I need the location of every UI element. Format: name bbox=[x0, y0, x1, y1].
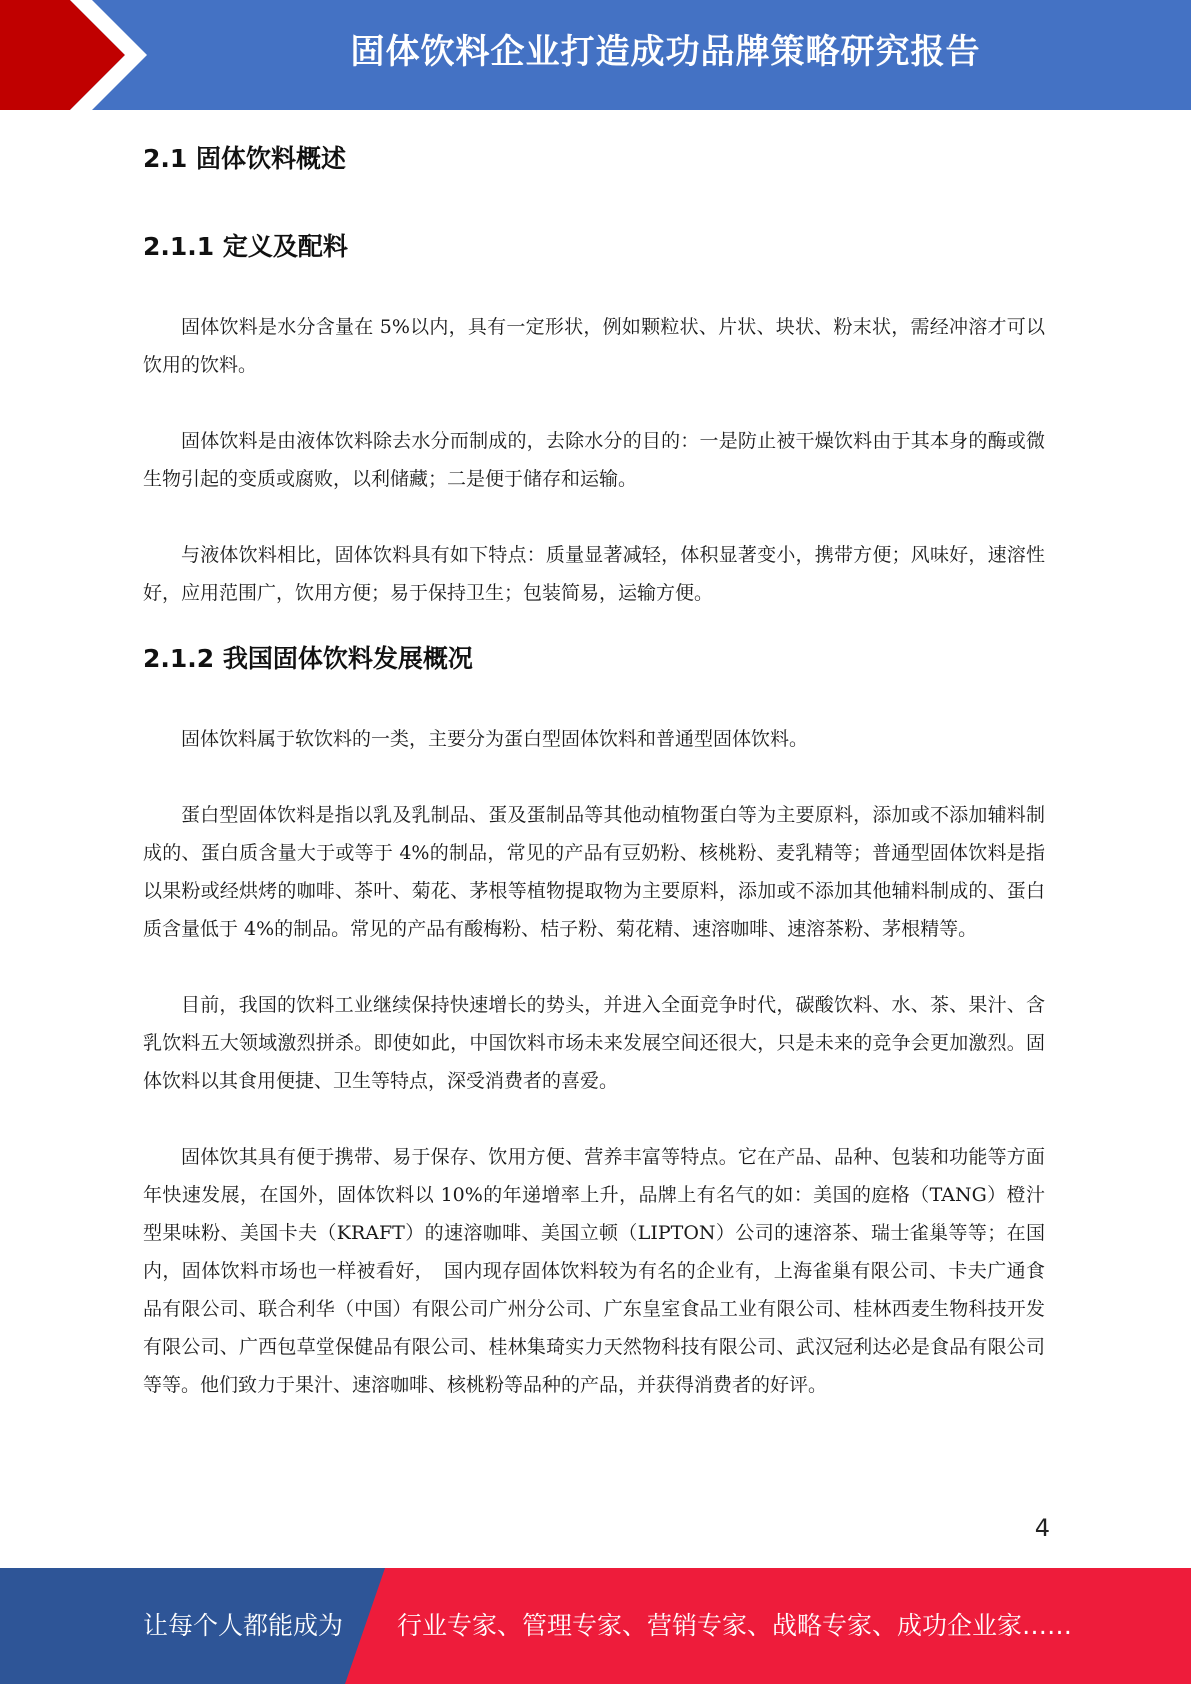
paragraph: 目前，我国的饮料工业继续保持快速增长的势头，并进入全面竞争时代，碳酸饮料、水、茶、果汁、含乳饮料五大领域激烈拼杀。即使如此，中国饮料市场未来发展空间还很大，只是未来的竞争会更加激烈。固体饮料以其食用便捷、卫生等特点，深受消费者的喜爱。 bbox=[143, 994, 1045, 1092]
paragraph: 固体饮料是由液体饮料除去水分而制成的，去除水分的目的：一是防止被干燥饮料由于其本身的酶或微生物引起的变质或腐败，以利储藏；二是便于储存和运输。 bbox=[143, 430, 1045, 490]
paragraph: 与液体饮料相比，固体饮料具有如下特点：质量显著减轻，体积显著变小，携带方便；风味好，速溶性好，应用范围广，饮用方便；易于保持卫生；包装简易，运输方便。 bbox=[143, 544, 1045, 604]
footer-slogan-left: 让每个人都能成为 bbox=[143, 1611, 344, 1640]
section-heading-2-1: 2.1 固体饮料概述 bbox=[143, 144, 346, 173]
footer-slogan-right: 行业专家、管理专家、营销专家、战略专家、成功企业家…… bbox=[397, 1611, 1073, 1640]
report-title: 固体饮料企业打造成功品牌策略研究报告 bbox=[350, 32, 981, 72]
paragraph: 蛋白型固体饮料是指以乳及乳制品、蛋及蛋制品等其他动植物蛋白等为主要原料，添加或不添加辅料制成的、蛋白质含量大于或等于 4%的制品，常见的产品有豆奶粉、核桃粉、麦乳精等；普通型固体饮料是指以果粉或经烘烤的咖啡、茶叶、菊花、茅根等植物提取物为主要原料，添加或不添加其他辅料制成的、蛋白质含量低于 4%的制品。常见的产品有酸梅粉、桔子粉、菊花精、速溶咖啡、速溶茶粉、茅根精等。 bbox=[143, 804, 1045, 940]
section-heading-2-1-1: 2.1.1 定义及配料 bbox=[143, 232, 348, 261]
page-number: 4 bbox=[1034, 1514, 1050, 1542]
paragraph: 固体饮料是水分含量在 5%以内，具有一定形状，例如颗粒状、片状、块状、粉末状，需经冲溶才可以饮用的饮料。 bbox=[143, 316, 1045, 376]
section-heading-2-1-2: 2.1.2 我国固体饮料发展概况 bbox=[143, 644, 473, 673]
page-footer bbox=[0, 1568, 1191, 1684]
page-header bbox=[0, 0, 1191, 110]
paragraph: 固体饮其具有便于携带、易于保存、饮用方便、营养丰富等特点。它在产品、品种、包装和功能等方面年快速发展，在国外，固体饮料以 10%的年递增率上升，品牌上有名气的如：美国的庭格（TANG）橙汁型果味粉、美国卡夫（KRAFT）的速溶咖啡、美国立顿（LIPTON）公司的速溶茶、瑞士雀巢等等；在国内，固体饮料市场也一样被看好， 国内现存固体饮料较为有名的企业有，上海雀巢有限公司、卡夫广通食品有限公司、联合利华（中国）有限公司广州分公司、广东皇室食品工业有限公司、桂林西麦生物科技开发有限公司、广西包草堂保健品有限公司、桂林集琦实力天然物科技有限公司、武汉冠利达必是食品有限公司等等。他们致力于果汁、速溶咖啡、核桃粉等品种的产品，并获得消费者的好评。 bbox=[143, 1146, 1045, 1396]
paragraph: 固体饮料属于软饮料的一类，主要分为蛋白型固体饮料和普通型固体饮料。 bbox=[181, 728, 809, 750]
page-content bbox=[143, 120, 1045, 1404]
header-arrow-decoration bbox=[0, 0, 150, 110]
